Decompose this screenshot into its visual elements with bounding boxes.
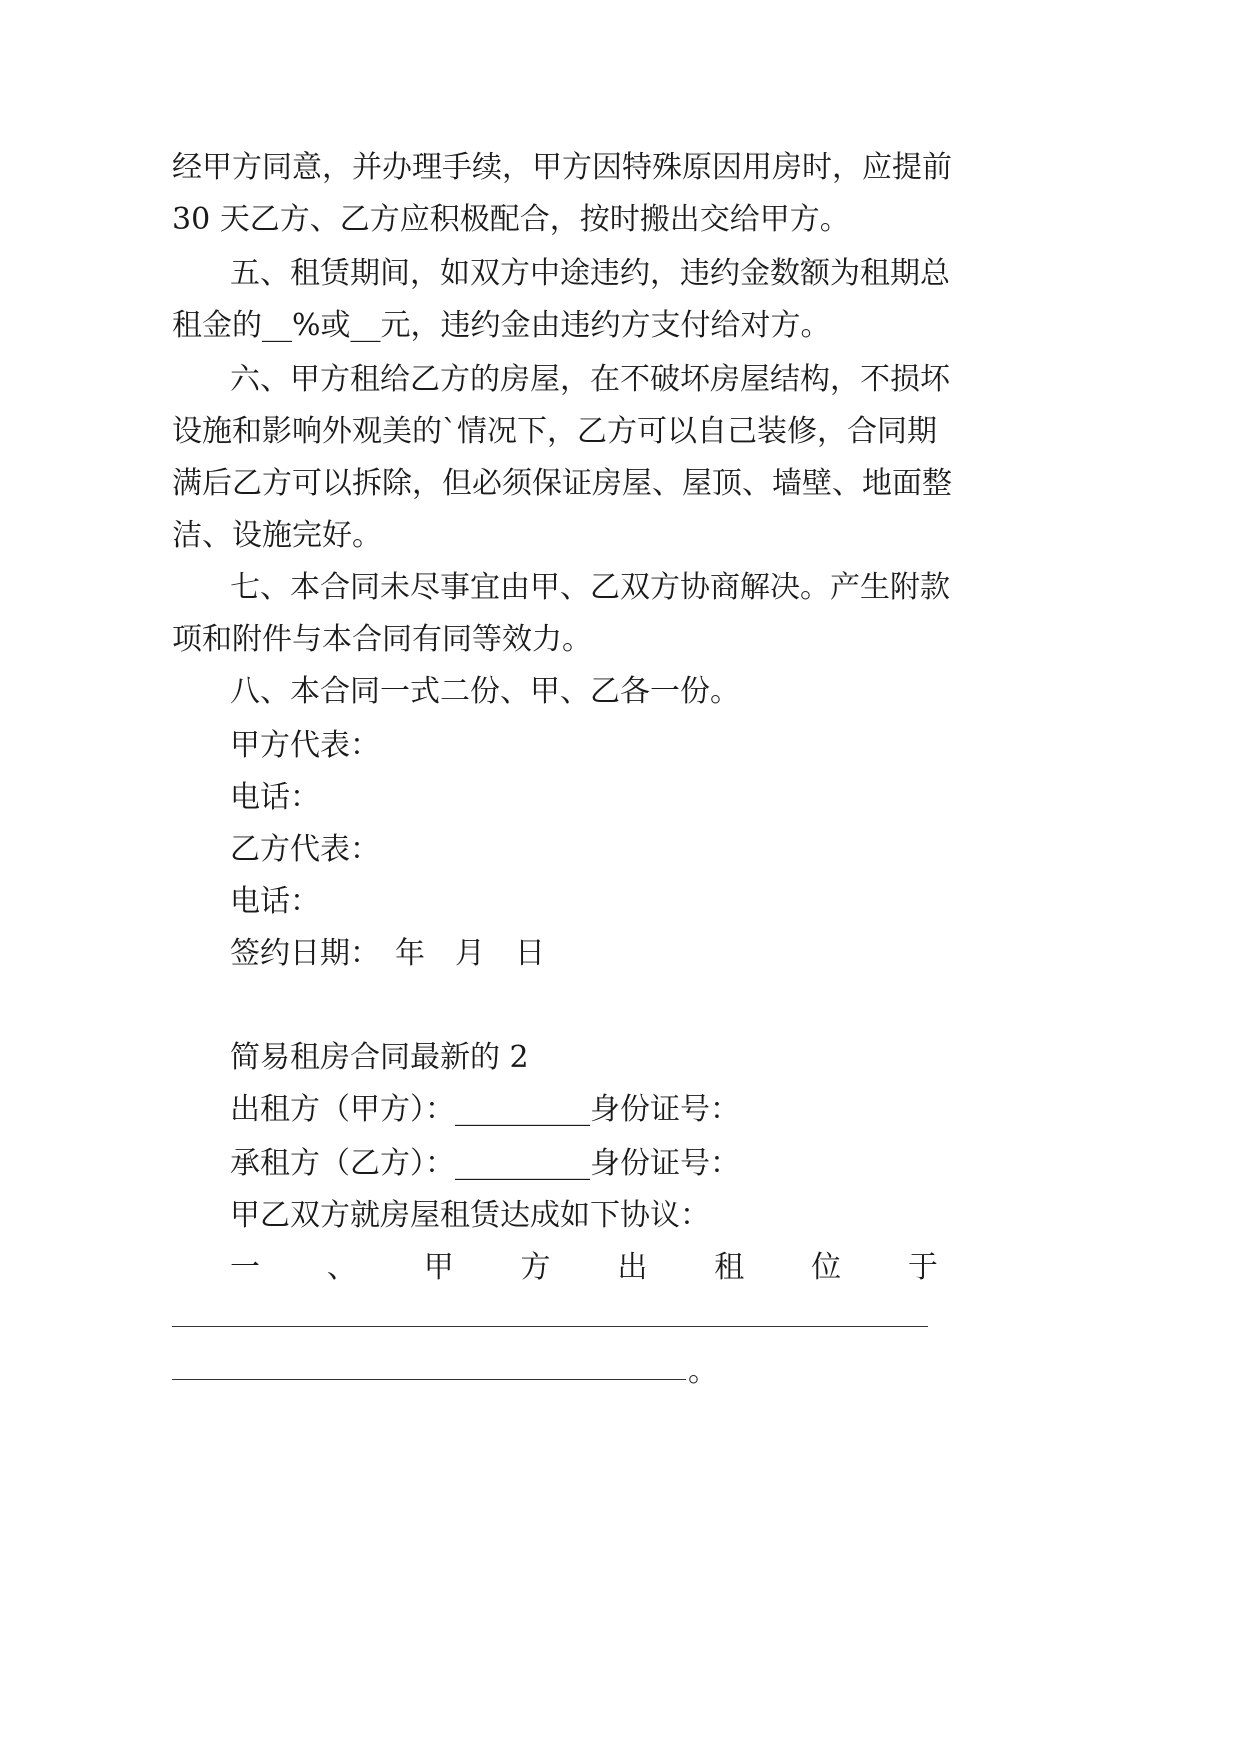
party-b-representative: 乙方代表： bbox=[230, 832, 380, 867]
clause-1-char: 一 bbox=[230, 1250, 260, 1285]
clause-5-line: 五、租赁期间，如双方中途违约，违约金数额为租期总 bbox=[230, 256, 950, 291]
clause-7-line: 项和附件与本合同有同等效力。 bbox=[172, 622, 592, 657]
clause-1-char: 于 bbox=[907, 1250, 938, 1285]
clause-1-char: 、 bbox=[326, 1250, 357, 1285]
paragraph-line: 经甲方同意，并办理手续，甲方因特殊原因用房时，应提前 bbox=[172, 150, 952, 185]
clause-6-line: 洁、设施完好。 bbox=[172, 518, 382, 553]
party-b-phone: 电话： bbox=[230, 884, 320, 919]
fill-in-blank-line bbox=[172, 1326, 928, 1327]
clause-7-line: 七、本合同未尽事宜由甲、乙双方协商解决。产生附款 bbox=[230, 570, 950, 605]
clause-6-line: 设施和影响外观美的`情况下，乙方可以自己装修，合同期 bbox=[172, 414, 937, 449]
lessee-line: 承租方（乙方）：_________身份证号： bbox=[230, 1146, 740, 1181]
paragraph-line: 30 天乙方、乙方应积极配合，按时搬出交给甲方。 bbox=[172, 202, 850, 237]
signing-date: 签约日期： 年 月 日 bbox=[230, 936, 545, 971]
lessor-line: 出租方（甲方）：_________身份证号： bbox=[230, 1092, 740, 1127]
clause-1-char: 租 bbox=[714, 1250, 745, 1285]
contract-2-title: 简易租房合同最新的 2 bbox=[230, 1040, 529, 1075]
clause-6-line: 六、甲方租给乙方的房屋，在不破坏房屋结构，不损坏 bbox=[230, 362, 950, 397]
agreement-intro: 甲乙双方就房屋租赁达成如下协议： bbox=[230, 1198, 710, 1233]
clause-1-justified-line bbox=[230, 1248, 938, 1288]
clause-5-line: 租金的__%或__元，违约金由违约方支付给对方。 bbox=[172, 308, 831, 343]
clause-6-line: 满后乙方可以拆除，但必须保证房屋、屋顶、墙壁、地面整 bbox=[172, 466, 952, 501]
clause-1-char: 方 bbox=[520, 1250, 551, 1285]
sentence-end-mark: 。 bbox=[688, 1354, 718, 1389]
party-a-representative: 甲方代表： bbox=[230, 728, 380, 763]
clause-8-line: 八、本合同一式二份、甲、乙各一份。 bbox=[230, 674, 740, 709]
clause-1-char: 出 bbox=[617, 1250, 648, 1285]
fill-in-blank-line bbox=[172, 1379, 686, 1380]
party-a-phone: 电话： bbox=[230, 780, 320, 815]
clause-1-char: 甲 bbox=[423, 1250, 454, 1285]
clause-1-char: 位 bbox=[811, 1250, 842, 1285]
